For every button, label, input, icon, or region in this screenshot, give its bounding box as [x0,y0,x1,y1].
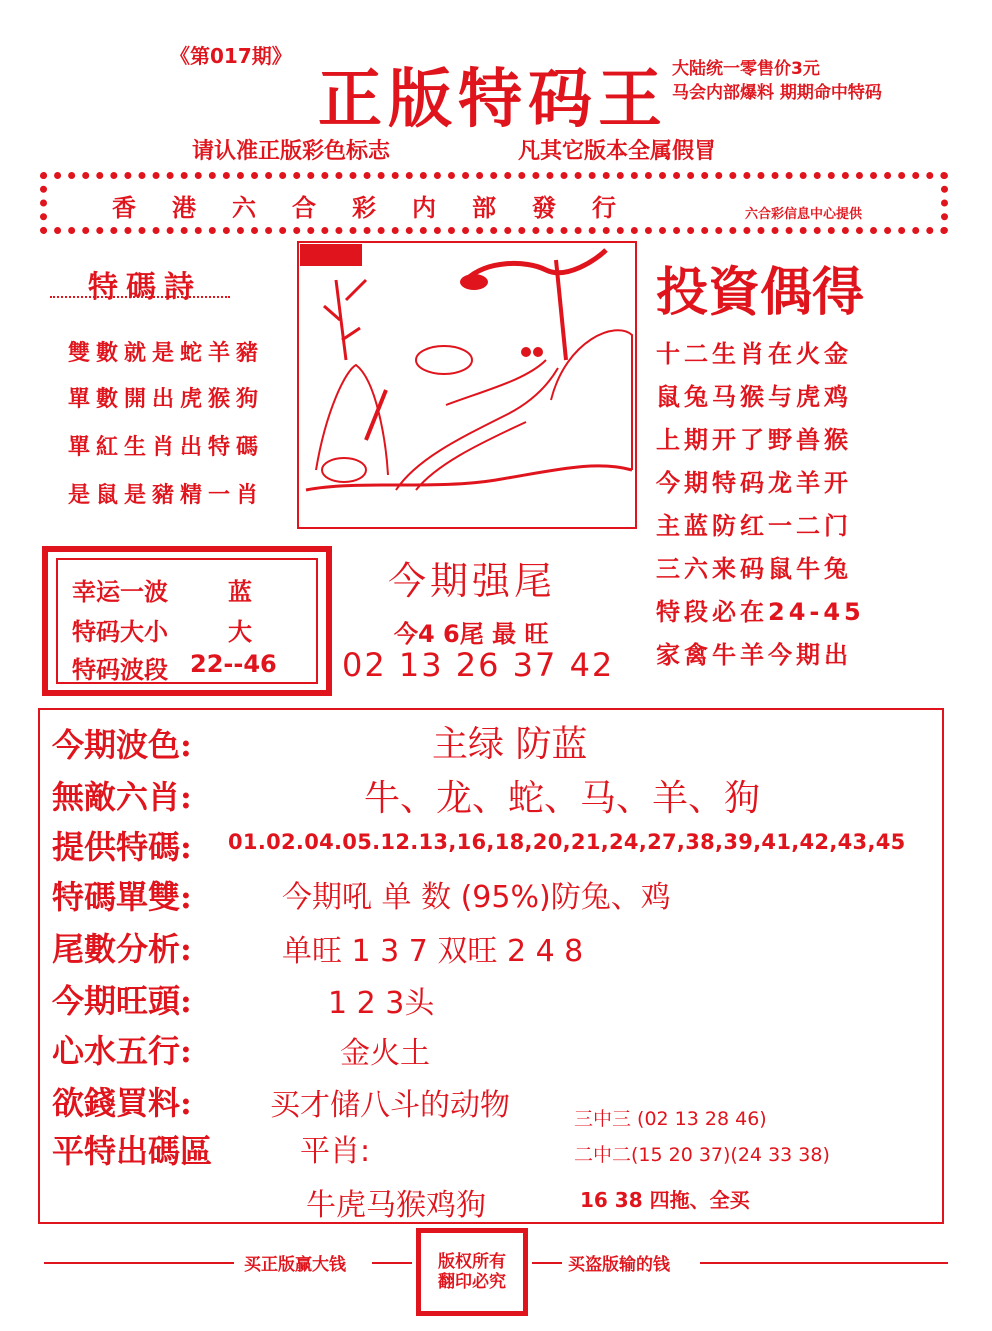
er-zhong-er: 二中二(15 20 37)(24 33 38) [574,1144,830,1166]
invest-line-2: 鼠兔马猴与虎鸡 [656,383,852,411]
tail-numbers: 02 13 26 37 42 [342,646,615,684]
buy-label: 欲錢買料: [52,1084,192,1122]
oddeven-label: 特碼單雙: [52,878,192,916]
tailana-value: 单旺 1 3 7 双旺 2 4 8 [282,934,584,969]
color-value: 主绿 防蓝 [432,724,588,765]
zodiac-label: 無敵六肖: [52,778,192,816]
combo-value: 16 38 四拖、全买 [580,1188,750,1212]
poem-title: 特碼詩 [88,270,202,305]
page-title: 正版特码王 [318,62,668,137]
invest-line-3: 上期开了野兽猴 [656,426,852,454]
lucky-wave-value: 蓝 [228,578,252,606]
notice-left: 请认准正版彩色标志 [192,139,391,164]
san-zhong-san: 三中三 (02 13 28 46) [574,1108,767,1130]
invest-title: 投資偶得 [656,262,865,323]
lucky-range-value: 22--46 [190,650,277,678]
color-label: 今期波色: [52,726,192,764]
issuer-text: 香港六合彩内部發行 [112,193,652,222]
poem-line-3: 單紅生肖出特碼 [68,434,265,460]
lucky-wave-label: 幸运一波 [72,578,168,606]
poem-line-2: 單數開出虎猴狗 [68,386,265,412]
invest-line-8: 家禽牛羊今期出 [656,641,852,669]
poem-divider [50,296,230,298]
poem-line-1: 雙數就是蛇羊豬 [68,340,265,366]
footer-rule-mid-left [372,1262,412,1264]
invest-line-7: 特段必在24-45 [656,598,865,626]
lucky-range-label: 特码波段 [72,656,168,684]
tail-sub: 今4 6尾 最 旺 [394,620,549,648]
zone-flat-label: 平肖: [300,1134,371,1169]
codes-label: 提供特碼: [52,828,192,866]
notice-right: 凡其它版本全属假冒 [518,139,717,164]
head-label: 今期旺頭: [52,982,192,1020]
copyright-line-1: 版权所有 [438,1251,506,1272]
buy-value: 买才储八斗的动物 [270,1088,510,1123]
invest-line-6: 三六来码鼠牛兔 [656,555,852,583]
codes-value: 01.02.04.05.12.13,16,18,20,21,24,27,38,39,41,42,43,45 [228,830,906,854]
footer-left-text: 买正版赢大钱 [244,1255,346,1275]
footer-rule-left [44,1262,234,1264]
invest-line-4: 今期特码龙羊开 [656,469,852,497]
oddeven-value: 今期吼 单 数 (95%)防兔、鸡 [282,880,671,915]
issue-number: 《第017期》 [170,44,292,68]
invest-line-5: 主蓝防红一二门 [656,512,852,540]
copyright-box [416,1228,528,1316]
animals-value: 牛虎马猴鸡狗 [306,1188,486,1223]
provider-text: 六合彩信息中心提供 [745,207,863,222]
footer-rule-mid-right [532,1262,562,1264]
element-value: 金火土 [340,1036,430,1071]
zone-label: 平特出碼區 [52,1132,213,1170]
invest-line-1: 十二生肖在火金 [656,340,852,368]
copyright-line-2: 翻印必究 [438,1272,506,1292]
footer-rule-right [700,1262,948,1264]
footer-right-text: 买盗版输的钱 [568,1255,670,1275]
element-label: 心水五行: [52,1032,192,1070]
lucky-size-value: 大 [228,618,252,646]
slogan-text: 马会内部爆料 期期命中特码 [672,83,882,103]
tail-title: 今期强尾 [388,559,557,603]
lucky-size-label: 特码大小 [72,618,168,646]
price-text: 大陆统一零售价3元 [672,59,820,79]
zodiac-value: 牛、龙、蛇、马、羊、狗 [364,778,761,819]
head-value: 1 2 3头 [328,986,435,1021]
riddle-illustration [296,240,638,530]
tailana-label: 尾數分析: [52,930,192,968]
poem-line-4: 是鼠是豬精一肖 [68,482,265,508]
